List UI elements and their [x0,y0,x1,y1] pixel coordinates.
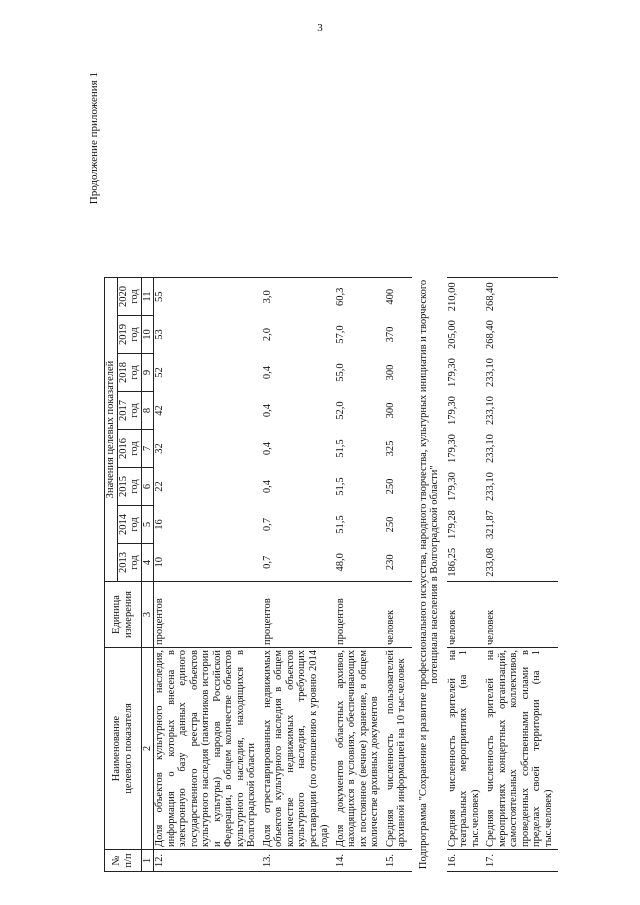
indicator-value: 51,5 [334,477,346,496]
indicator-name: Средняя численность пользователей архивной информацией на 10 тыс.человек [385,648,408,850]
header-col-number: 4 [141,544,154,582]
header-year: 2013 год [117,544,141,582]
row-number: 15. [385,850,408,872]
spacer-cell [554,392,558,430]
header-col-number: 6 [141,468,154,506]
indicator-value: 48,0 [334,553,346,572]
indicator-value: 32 [154,443,165,454]
header-col-number: 7 [141,430,154,468]
indicator-value: 0,4 [261,365,273,380]
indicator-value: 55 [154,278,258,316]
header-year: 2017 год [117,392,141,430]
indicator-value: 52,0 [334,401,346,420]
row-number: 12. [154,850,258,872]
continuation-note: Продолжение приложения 1 [88,72,100,205]
header-col-name: Наименование целевого показателя [105,648,142,850]
spacer-cell [554,506,558,544]
header-col-number: 8 [141,392,154,430]
header-col-number: 3 [141,582,154,648]
header-col-unit: Единица измерения [105,582,142,648]
indicator-value: 233,08 [485,547,496,577]
indicator-value: 0,7 [261,555,273,569]
header-col-number: 1 [141,850,154,872]
page-number: 3 [317,22,323,34]
header-col-no: № п/п [105,850,142,872]
indicator-name: Средняя численность зрителей на мероприятиях концертных организаций, самостоятельных коллективов, проведенных собственными силами в пределах своей территории (на 1 тыс.человек) [485,648,554,850]
indicator-value: 268,40 [485,278,554,316]
spacer-cell [554,544,558,582]
indicator-value: 22 [154,481,165,492]
indicator-value: 10 [154,557,165,568]
indicator-value: 179,30 [446,396,458,425]
header-year: 2015 год [117,468,141,506]
indicator-name: Доля отреставрированных недвижимых объектов культурного наследия в общем количестве недвижимых объектов культурного наследия, требующих реставрации (по отношению к уровню 2014 года) [262,648,331,850]
indicator-value: 321,87 [485,510,496,539]
indicator-value: 0,7 [261,517,273,532]
header-col-number: 10 [141,316,154,354]
table-row [154,278,258,872]
rotated-page [86,56,640,872]
indicator-value: 2,0 [261,327,273,342]
indicator-value: 51,5 [334,515,346,534]
indicators-table [104,277,558,872]
row-number: 14. [335,850,381,872]
header-year: 2018 год [117,354,141,392]
spacer-cell [554,354,558,392]
indicator-value: 42 [154,405,165,416]
indicator-value: 0,4 [261,403,273,418]
indicator-value: 250 [384,478,396,495]
header-col-number: 11 [141,278,154,316]
indicator-value: 60,3 [335,278,381,316]
header-year: 2016 год [117,430,141,468]
indicator-value: 52 [154,367,165,378]
indicator-name: Доля объектов культурного наследия, информация о которых внесена в электронную базу данных единого государственного реестра объектов культурного наследия (памятников истории и культуры) народов Российской Федерации, в общем количестве объектов культурного наследия, находящихся в Волгоградской области [154,648,258,850]
table-row [262,278,331,872]
indicator-value: 55,0 [334,363,346,382]
unit-of-measure: человек [385,582,408,648]
indicator-value: 179,28 [446,510,458,539]
indicator-value: 300 [384,364,396,381]
indicator-value: 233,10 [485,472,496,501]
table-row [485,278,554,872]
header-col-number: 2 [141,648,154,850]
indicator-value: 268,40 [485,320,496,349]
indicator-value: 370 [384,326,396,343]
unit-of-measure: процентов [335,582,381,648]
spacer-cell [554,468,558,506]
header-col-values: Значения целевых показателей [105,278,118,582]
subprogram-title: Подпрограмма "Сохранение и развитие профессионального искусства, народного творчества, культурных инициатив и творческого потенциала населения в Волгоградской области" [417,279,440,870]
row-number: 17. [485,850,554,872]
unit-of-measure: процентов [262,582,331,648]
header-year: 2019 год [117,316,141,354]
header-year: 2020 год [117,278,141,316]
unit-of-measure: человек [447,582,482,648]
indicator-value: 210,00 [447,278,482,316]
spacer-cell [554,278,558,316]
row-number: 16. [447,850,482,872]
indicator-value: 51,5 [334,439,346,458]
indicator-value: 57,0 [334,325,346,344]
indicator-value: 3,0 [262,278,331,316]
indicator-value: 300 [384,402,396,419]
indicator-value: 179,30 [446,472,458,501]
table-row [447,278,482,872]
table-row [385,278,408,872]
indicator-value: 16 [154,519,165,530]
header-col-number: 9 [141,354,154,392]
indicator-name: Доля документов областных архивов, находящихся в условиях, обеспечивающих их постоянное (вечное) хранение, в общем количестве архивных документов [335,648,381,850]
indicator-value: 233,10 [485,434,496,463]
indicator-value: 179,30 [446,358,458,387]
indicator-value: 205,00 [446,320,458,349]
header-year: 2014 год [117,506,141,544]
indicator-value: 230 [384,554,396,571]
indicator-value: 325 [384,440,396,457]
spacer-cell [554,582,558,648]
header-col-number: 5 [141,506,154,544]
indicator-value: 53 [154,329,165,340]
unit-of-measure: процентов [154,582,258,648]
indicator-value: 233,10 [485,358,496,387]
spacer-cell [554,430,558,468]
indicator-value: 0,4 [261,479,273,494]
spacer-cell [554,648,558,850]
spacer-cell [554,850,558,872]
indicator-value: 400 [385,278,408,316]
unit-of-measure: человек [485,582,554,648]
indicator-value: 186,25 [446,547,458,577]
row-number: 13. [262,850,331,872]
indicator-name: Средняя численность зрителей на театральных мероприятиях (на 1 тыс.человек) [447,648,482,850]
spacer-cell [554,316,558,354]
row-spacer [554,278,558,872]
table-row [335,278,381,872]
indicator-value: 179,30 [446,434,458,463]
indicator-value: 250 [384,516,396,533]
indicator-value: 0,4 [261,441,273,456]
indicator-value: 233,10 [485,396,496,425]
